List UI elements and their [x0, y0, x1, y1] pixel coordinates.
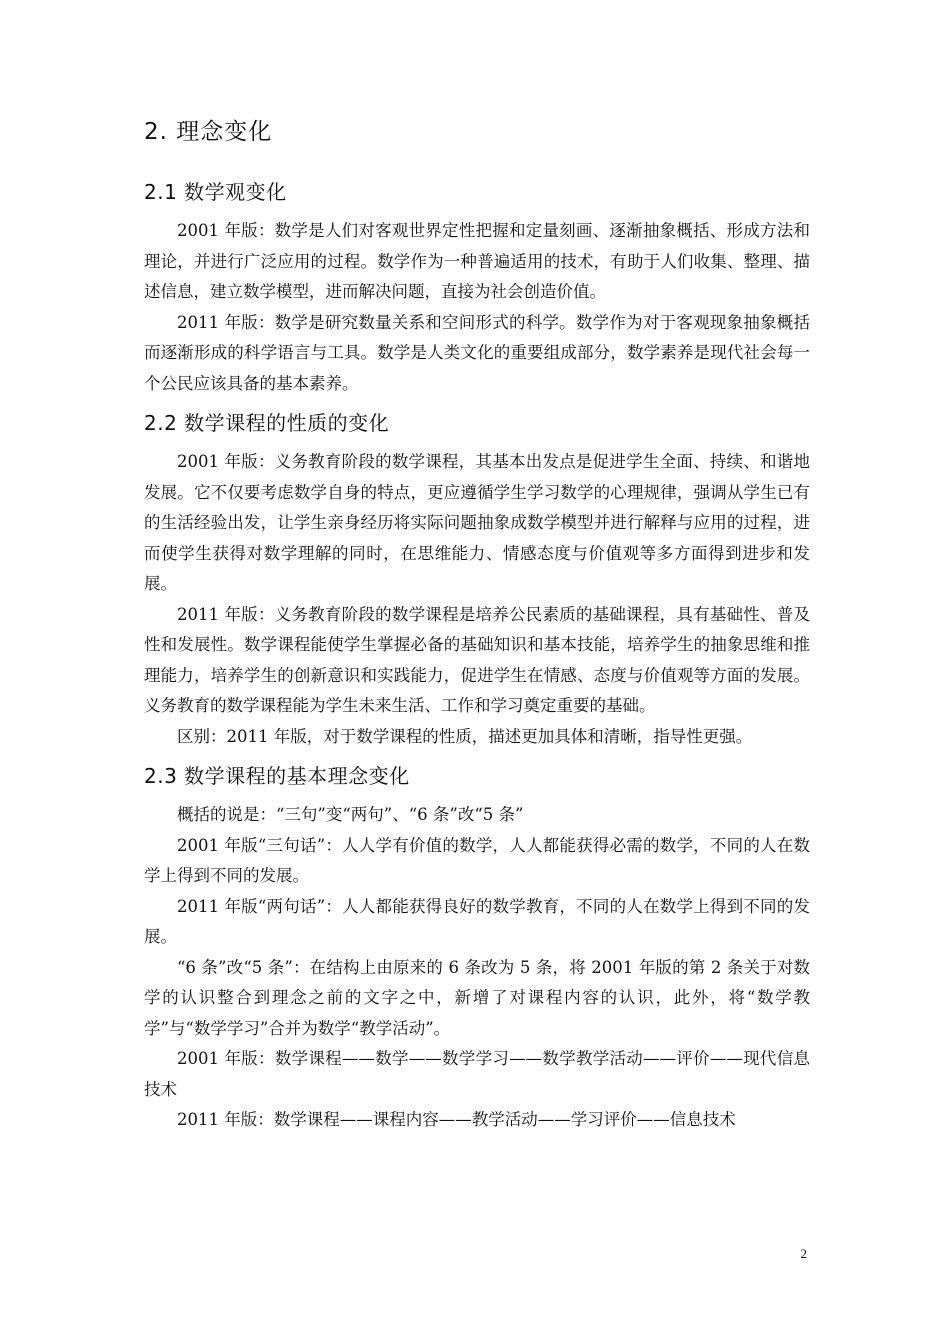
paragraph: 2001 年版：数学课程——数学——数学学习——数学教学活动——评价——现代信息技术 — [144, 1049, 810, 1099]
paragraph: “6 条”改“5 条”：在结构上由原来的 6 条改为 5 条，将 2001 年版的第 2 条关于对数学的认识整合到理念之前的文字之中，新增了对课程内容的认识，此外，将“数学教学”与“数学学习”合并为数学“教学活动”。 — [144, 957, 810, 1038]
paragraph: 概括的说是：“三句”变“两句”、“6 条”改“5 条” — [177, 805, 524, 824]
paragraph: 2001 年版：数学是人们对客观世界定性把握和定量刻画、逐渐抽象概括、形成方法和理论，并进行广泛应用的过程。数学作为一种普遍适用的技术，有助于人们收集、整理、描述信息，建立数学模型，进而解决问题，直接为社会创造价值。 — [144, 221, 810, 301]
subsection-title-2-3: 2.3 数学课程的基本理念变化 — [144, 764, 410, 788]
section-2-3 — [144, 758, 810, 1136]
section-2-2 — [144, 405, 810, 752]
page-content — [144, 112, 810, 1136]
paragraph: 2011 年版：数学是研究数量关系和空间形式的科学。数学作为对于客观现象抽象概括而逐渐形成的科学语言与工具。数学是人类文化的重要组成部分，数学素养是现代社会每一个公民应该具备的基本素养。 — [144, 312, 810, 393]
paragraph: 2011 年版“两句话”：人人都能获得良好的数学教育，不同的人在数学上得到不同的发展。 — [144, 896, 810, 946]
paragraph: 2001 年版“三句话”：人人学有价值的数学，人人都能获得必需的数学，不同的人在数学上得到不同的发展。 — [144, 835, 810, 885]
subsection-title-2-2: 2.2 数学课程的性质的变化 — [144, 411, 390, 435]
paragraph: 2001 年版：义务教育阶段的数学课程，其基本出发点是促进学生全面、持续、和谐地发展。它不仅要考虑数学自身的特点，更应遵循学生学习数学的心理规律，强调从学生已有的生活经验出发，让学生亲身经历将实际问题抽象成数学模型并进行解释与应用的过程，进而使学生获得对数学理解的同时，在思维能力、情感态度与价值观等多方面得到进步和发展。 — [144, 452, 810, 593]
section-title: 2. 理念变化 — [144, 119, 273, 145]
page-number: 2 — [800, 1246, 807, 1261]
paragraph: 2011 年版：数学课程——课程内容——教学活动——学习评价——信息技术 — [177, 1110, 736, 1129]
section-2-1 — [144, 174, 810, 399]
paragraph: 2011 年版：义务教育阶段的数学课程是培养公民素质的基础课程，具有基础性、普及性和发展性。数学课程能使学生掌握必备的基础知识和基本技能，培养学生的抽象思维和推理能力，培养学生的创新意识和实践能力，促进学生在情感、态度与价值观等方面的发展。义务教育的数学课程能为学生未来生活、工作和学习奠定重要的基础。 — [144, 604, 810, 715]
paragraph: 区别：2011 年版，对于数学课程的性质，描述更加具体和清晰，指导性更强。 — [177, 726, 753, 746]
subsection-title-2-1: 2.1 数学观变化 — [144, 180, 287, 204]
